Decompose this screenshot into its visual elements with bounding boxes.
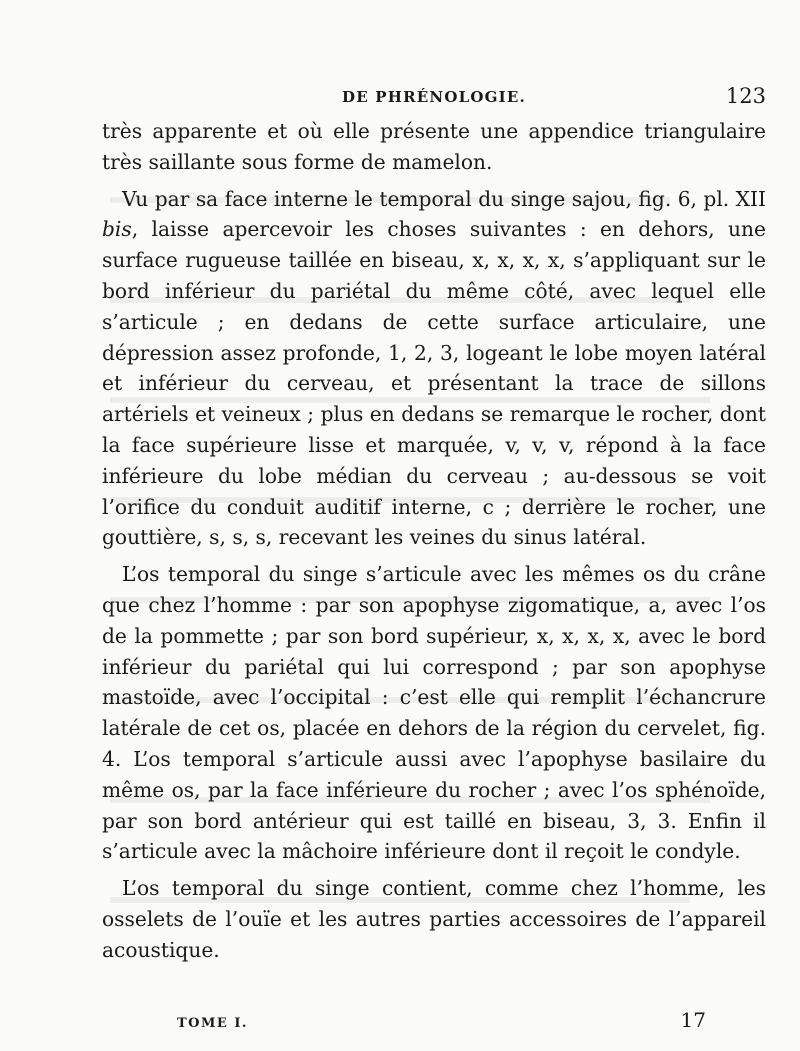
paragraph-3: L’os temporal du singe s’articule avec les mêmes os du crâne que chez l’homme : par son apophyse zigomatique, a, avec l’os de la pommette ; par son bord supérieur, x, x, x, x, avec le bord inférieur du pariétal qui lui correspond ; par son apophyse mastoïde, avec l’occipital : c’est elle qui remplit l’échancrure latérale de cet os, placée en dehors de la région du cervelet, fig. 4. L’os temporal s’articule aussi avec l’apophyse basilaire du même os, par la face inférieure du rocher ; avec l’os sphénoïde, par son bord antérieur qui est taillé en biseau, 3, 3. Enfin il s’articule avec la mâchoire inférieure dont il reçoit le condyle.: [102, 562, 766, 864]
paragraph-4: L’os temporal du singe contient, comme chez l’homme, les osselets de l’ouïe et les autres parties accessoires de l’appareil acoustique.: [102, 876, 766, 962]
paragraph-1: très apparente et où elle présente une appendice triangulaire très saillante sous forme de mamelon.: [102, 119, 766, 174]
paragraph-2: Vu par sa face interne le temporal du singe sajou, fig. 6, pl. XII bis, laisse apercevoir les choses suivantes : en dehors, une surface rugueuse taillée en biseau, x, x, x, x, s’appliquant sur le bord inférieur du pariétal du même côté, avec lequel elle s’articule ; en dedans de cette surface articulaire, une dépression assez profonde, 1, 2, 3, logeant le lobe moyen latéral et inférieur du cerveau, et présentant la trace de sillons artériels et veineux ; plus en dedans se remarque le rocher, dont la face supérieure lisse et marquée, v, v, v, répond à la face inférieure du lobe médian du cerveau ; au-dessous se voit l’orifice du conduit auditif interne, c ; derrière le rocher, une gouttière, s, s, s, recevant les veines du sinus latéral.: [102, 186, 766, 550]
page-number: 123: [725, 84, 766, 108]
signature-tome: TOME I.: [177, 1016, 248, 1031]
body-text: [102, 116, 766, 972]
running-title: DE PHRÉNOLOGIE.: [342, 88, 526, 106]
signature-number: 17: [680, 1008, 706, 1032]
running-head: [102, 84, 766, 110]
page-footer: [102, 1008, 766, 1038]
